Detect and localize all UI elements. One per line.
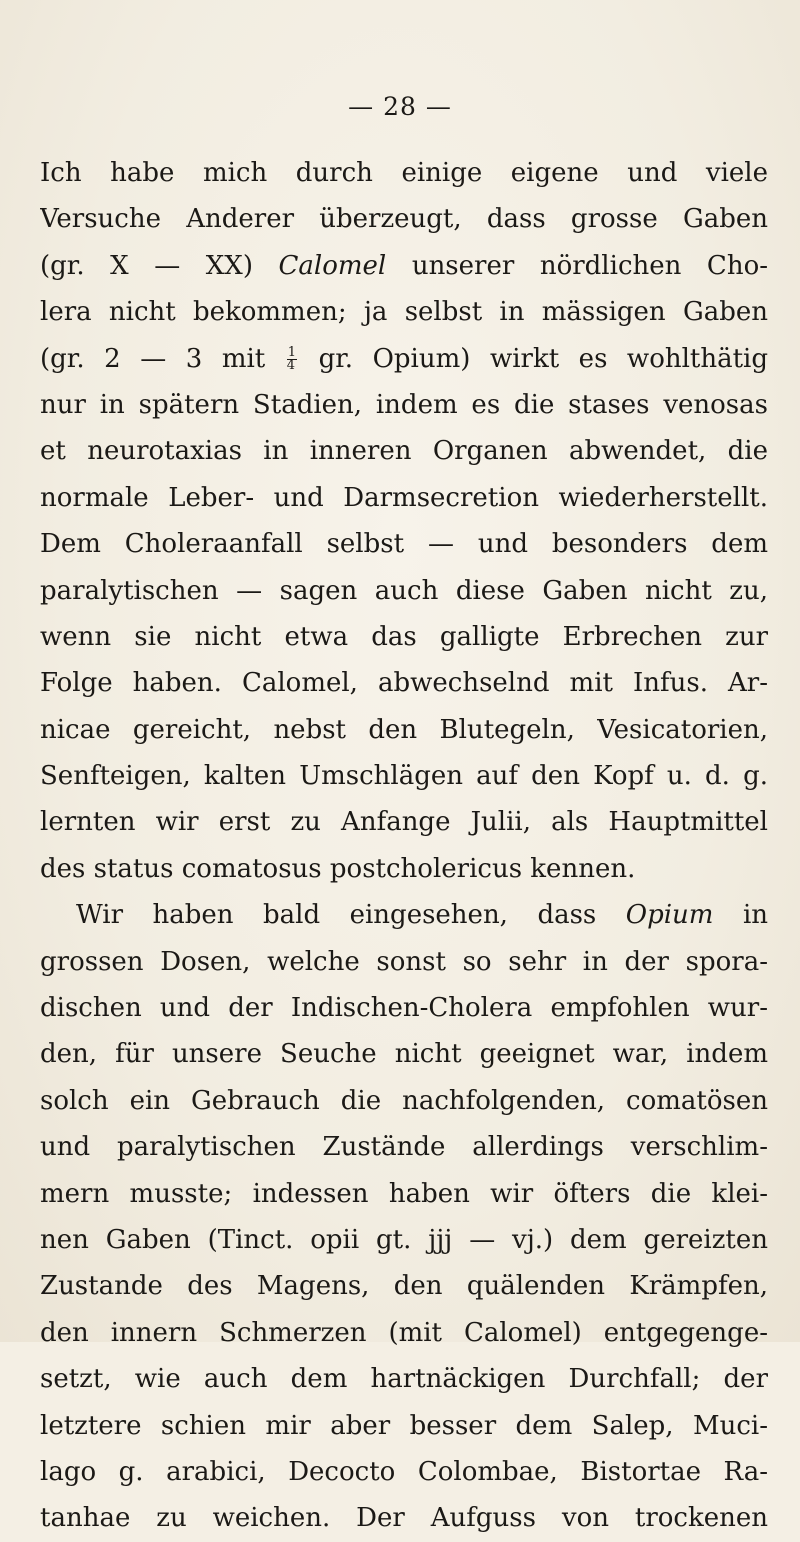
text-line: Ich habe mich durch einige eigene und viele: [40, 158, 768, 188]
text-line: dischen und der Indischen-Cholera empfohlen wur-: [40, 993, 768, 1024]
text-line: Zustande des Magens, den quälenden Krämpfen,: [40, 1271, 768, 1302]
text-segment: in: [713, 900, 768, 931]
text-line: tanhae zu weichen. Der Aufguss von trockenen: [40, 1503, 768, 1534]
text-line: lago g. arabici, Decocto Colombae, Bistortae Ra-: [40, 1456, 768, 1487]
text-line: nen Gaben (Tinct. opii gt. jjj — vj.) dem gereizten: [40, 1224, 768, 1255]
text-segment: (gr. 2 — 3 mit: [40, 343, 285, 374]
text-line: nur in spätern Stadien, indem es die stases venosas: [40, 389, 768, 420]
text-line: grossen Dosen, welche sonst so sehr in der spora-: [40, 946, 768, 977]
text-line: solch ein Gebrauch die nachfolgenden, comatösen: [40, 1085, 768, 1116]
text-line: setzt, wie auch dem hartnäckigen Durchfall; der: [40, 1364, 768, 1395]
text-line: letztere schien mir aber besser dem Salep, Muci-: [40, 1410, 768, 1441]
text-line: Dem Choleraanfall selbst — und besonders dem: [40, 529, 768, 560]
text-line: et neurotaxias in inneren Organen abwendet, die: [40, 436, 768, 467]
text-line: den innern Schmerzen (mit Calomel) entgegenge-: [40, 1317, 768, 1348]
italic-term: Opium: [625, 900, 714, 931]
text-line: mern musste; indessen haben wir öfters die klei-: [40, 1178, 768, 1209]
text-segment: (gr. X — XX): [40, 250, 279, 281]
text-line: [40, 243, 768, 289]
text-line: [40, 892, 768, 938]
text-line: normale Leber- und Darmsecretion wiederherstellt.: [40, 482, 768, 513]
fraction-denominator: 4: [286, 358, 296, 374]
text-segment: gr. Opium) wirkt es wohlthätig: [299, 343, 768, 374]
text-segment: unserer nördlichen Cho-: [386, 250, 768, 281]
text-segment: Wir haben bald eingesehen, dass: [76, 900, 626, 931]
text-line: Versuche Anderer überzeugt, dass grosse Gaben: [40, 204, 768, 235]
text-line: des status comatosus postcholericus kennen.: [40, 853, 636, 884]
text-line: und paralytischen Zustände allerdings verschlim-: [40, 1132, 768, 1163]
text-line: wenn sie nicht etwa das galligte Erbrechen zur: [40, 621, 768, 652]
text-line: nicae gereicht, nebst den Blutegeln, Vesicatorien,: [40, 714, 768, 745]
italic-term: Calomel: [278, 250, 387, 281]
fraction: [287, 347, 297, 372]
text-line: paralytischen — sagen auch diese Gaben nicht zu,: [40, 575, 768, 606]
text-line: Senfteigen, kalten Umschlägen auf den Kopf u. d. g.: [40, 761, 768, 792]
text-line: den, für unsere Seuche nicht geeignet war, indem: [40, 1039, 768, 1070]
fraction-numerator: 1: [287, 345, 297, 361]
text-line: Folge haben. Calomel, abwechselnd mit Infus. Ar-: [40, 668, 768, 699]
text-line: lera nicht bekommen; ja selbst in mässigen Gaben: [40, 297, 768, 328]
body-text: [40, 150, 768, 1542]
text-line: [40, 336, 768, 382]
page-number: — 28 —: [348, 92, 452, 121]
text-line: lernten wir erst zu Anfange Julii, als Hauptmittel: [40, 807, 768, 838]
